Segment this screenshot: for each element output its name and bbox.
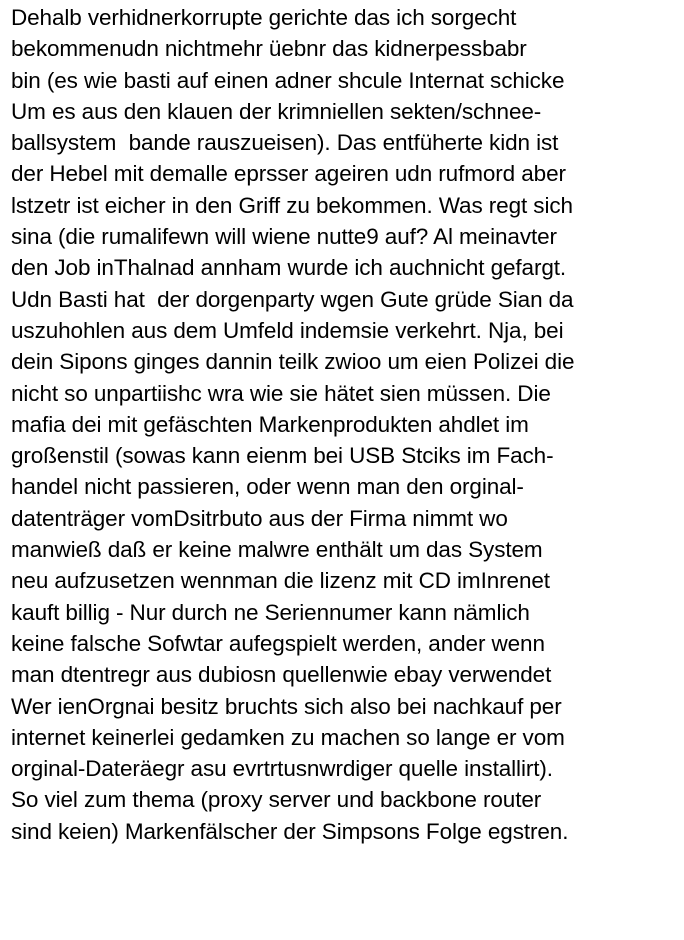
text-line: lstzetr ist eicher in den Griff zu bekommen. Was regt sich (11, 192, 573, 218)
text-line: uszuhohlen aus dem Umfeld indemsie verkehrt. Nja, bei (11, 317, 564, 343)
text-line: bin (es wie basti auf einen adner shcule Internat schicke (11, 67, 565, 93)
text-line: orginal-Dateräegr asu evrtrtusnwrdiger quelle installirt). (11, 756, 553, 782)
text-line: neu aufzusetzen wennman die lizenz mit CD imInrenet (11, 568, 550, 594)
text-line: keine falsche Sofwtar aufegspielt werden, ander wenn (11, 630, 545, 656)
text-line: datenträger vomDsitrbuto aus der Firma nimmt wo (11, 505, 508, 531)
text-line: internet keinerlei gedamken zu machen so lange er vom (11, 724, 565, 750)
text-line: nicht so unpartiishc wra wie sie hätet sien müssen. Die (11, 380, 551, 406)
text-line: Dehalb verhidnerkorrupte gerichte das ich sorgecht (11, 5, 517, 30)
text-line: Udn Basti hat der dorgenparty wgen Gute grüde Sian da (11, 286, 574, 312)
text-line: sind keien) Markenfälscher der Simpsons Folge egstren. (11, 818, 569, 844)
text-line: handel nicht passieren, oder wenn man den orginal- (11, 474, 524, 500)
text-line: So viel zum thema (proxy server und backbone router (11, 787, 542, 813)
text-line: der Hebel mit demalle eprsser ageiren udn rufmord aber (11, 161, 566, 187)
text-line: mafia dei mit gefäschten Markenprodukten ahdlet im (11, 411, 529, 437)
text-line: Wer ienOrgnai besitz bruchts sich also bei nachkauf per (11, 693, 562, 719)
text-line: dein Sipons ginges dannin teilk zwioo um eien Polizei die (11, 349, 575, 375)
text-line: den Job inThalnad annham wurde ich auchnicht gefargt. (11, 255, 567, 281)
text-line: man dtentregr aus dubiosn quellenwie ebay verwendet (11, 662, 552, 688)
text-line: ballsystem bande rauszueisen). Das entfüherte kidn ist (11, 130, 559, 156)
text-line: Um es aus den klauen der krimniellen sekten/schnee- (11, 98, 542, 124)
text-line: kauft billig - Nur durch ne Seriennumer kann nämlich (11, 599, 530, 625)
text-line: sina (die rumalifewn will wiene nutte9 auf? Al meinavter (11, 224, 557, 250)
text-line: bekommenudn nichtmehr üebnr das kidnerpessbabr (11, 36, 527, 62)
text-line: manwieß daß er keine malwre enthält um das System (11, 537, 543, 563)
text-line: großenstil (sowas kann eienm bei USB Stciks im Fach- (11, 443, 554, 469)
